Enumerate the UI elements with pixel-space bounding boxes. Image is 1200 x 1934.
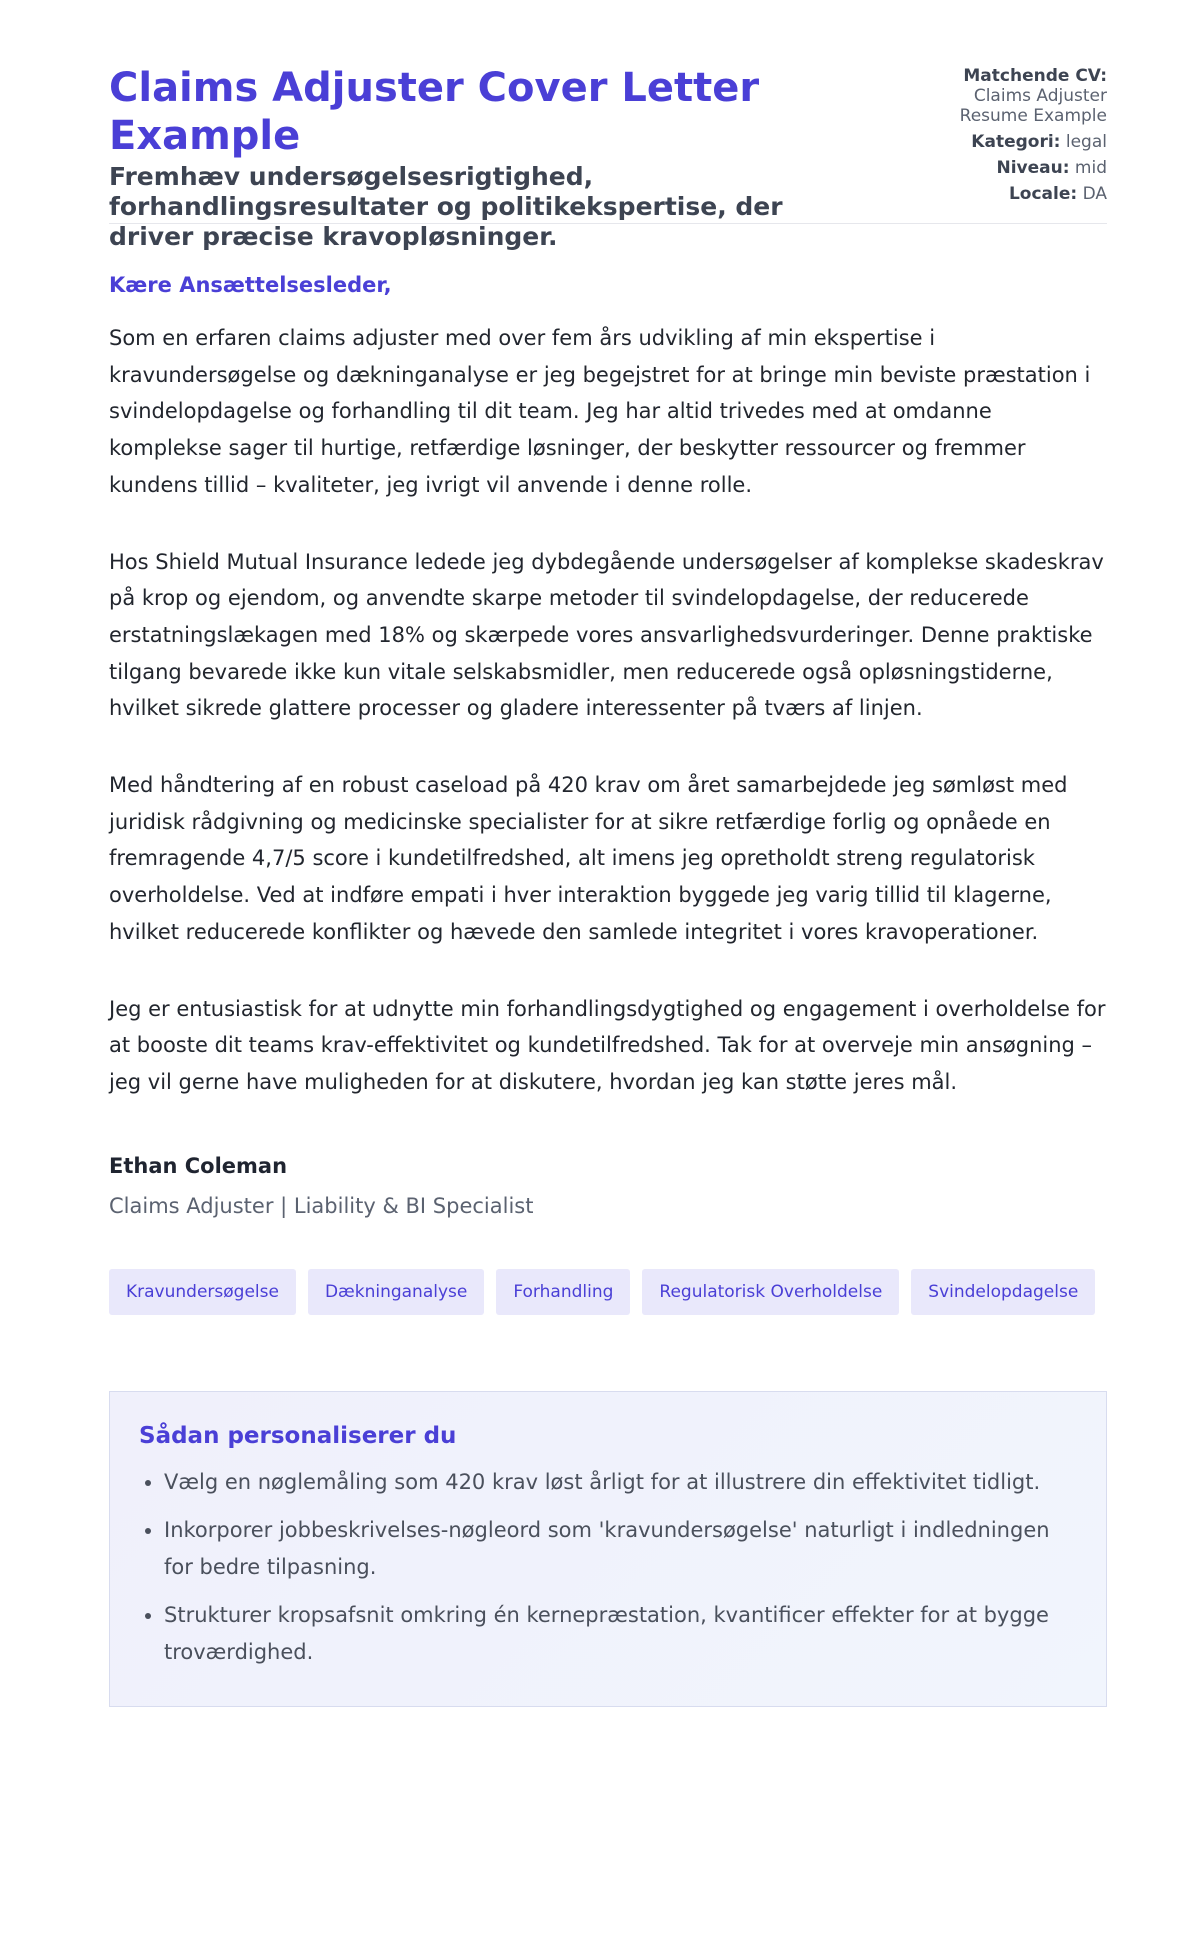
meta-level [947, 158, 1107, 178]
meta-locale-label: Locale: [1008, 184, 1078, 204]
meta-locale [947, 184, 1107, 204]
meta-panel [947, 66, 1107, 210]
meta-matching-cv [947, 66, 1107, 126]
tips-list [139, 1464, 1076, 1671]
skill-tag: Forhandling [496, 1269, 630, 1315]
meta-level-value: mid [1074, 158, 1107, 178]
tip-item: • Strukturer kropsafsnit omkring én kernepræstation, kvantificer effekter for at bygge troværdighed. [164, 1597, 1076, 1670]
page-header [109, 0, 1107, 251]
tips-title: Sådan personaliserer du [139, 1422, 457, 1449]
personalize-tips-box [109, 1391, 1107, 1708]
cover-letter-page [109, 0, 1107, 1707]
signature-role: Claims Adjuster | Liability & BI Specialist [109, 1193, 534, 1218]
page-title: Claims Adjuster Cover Letter Example [109, 65, 760, 159]
meta-category-label: Kategori: [971, 132, 1061, 152]
tip-item: • Vælg en nøglemåling som 420 krav løst årligt for at illustrere din effektivitet tidligt. [164, 1464, 1076, 1501]
meta-category-value: legal [1065, 132, 1107, 152]
letter-paragraph-1: Som en erfaren claims adjuster med over fem års udvikling af min ekspertise i kravundersøgelse og dækninganalyse er jeg begejstret for at bringe min beviste præstation i svindelopdagelse og forhandling til dit team. Jeg har altid trivedes med at omdanne komplekse sager til hurtige, retfærdige løsninger, der beskytter ressourcer og fremmer kundens tillid – kvaliteter, jeg ivrigt vil anvende i denne rolle. [109, 326, 1091, 497]
skill-tag: Dækninganalyse [308, 1269, 484, 1315]
letter-paragraph-2: Hos Shield Mutual Insurance ledede jeg dybdegående undersøgelser af komplekse skadeskrav på krop og ejendom, og anvendte skarpe metoder til svindelopdagelse, der reducerede erstatningslækagen med 18% og skærpede vores ansvarlighedsvurderinger. Denne praktiske tilgang bevarede ikke kun vitale selskabsmidler, men reducerede også opløsningstiderne, hvilket sikrede glattere processer og gladere interessenter på tværs af linjen. [109, 549, 1104, 721]
letter-paragraph-4: Jeg er entusiastisk for at udnytte min forhandlingsdygtighed og engagement i overholdelse for at booste dit teams krav-effektivitet og kundetilfredshed. Tak for at overveje min ansøgning – jeg vil gerne have muligheden for at diskutere, hvordan jeg kan støtte jeres mål. [109, 996, 1106, 1094]
meta-category [947, 132, 1107, 152]
letter-body [109, 320, 1107, 1101]
meta-locale-value: DA [1082, 184, 1107, 204]
tip-item: • Inkorporer jobbeskrivelses-nøgleord som 'kravundersøgelse' naturligt i indledningen for bedre tilpasning. [164, 1512, 1076, 1585]
skill-tag: Kravundersøgelse [109, 1269, 296, 1315]
letter-paragraph-3: Med håndtering af en robust caseload på 420 krav om året samarbejdede jeg sømløst med juridisk rådgivning og medicinske specialister for at sikre retfærdige forlig og opnåede en fremragende 4,7/5 score i kundetilfredshed, alt imens jeg opretholdt streng regulatorisk overholdelse. Ved at indføre empati i hver interaktion byggede jeg varig tillid til klagerne, hvilket reducerede konflikter og hævede den samlede integritet i vores kravoperationer. [109, 773, 1068, 944]
meta-level-label: Niveau: [996, 158, 1070, 178]
page-subtitle: Fremhæv undersøgelsesrigtighed, forhandlingsresultater og politikekspertise, der driver præcise kravopløsninger. [109, 162, 783, 251]
skill-tags [109, 1269, 1107, 1315]
signature-name: Ethan Coleman [109, 1153, 288, 1178]
letter-greeting: Kære Ansættelsesleder, [109, 273, 392, 297]
skill-tag: Regulatorisk Overholdelse [642, 1269, 899, 1315]
meta-matching-cv-label: Matchende CV: [963, 66, 1107, 86]
skill-tag: Svindelopdagelse [911, 1269, 1095, 1315]
meta-matching-cv-value[interactable]: Claims Adjuster Resume Example [959, 86, 1107, 126]
